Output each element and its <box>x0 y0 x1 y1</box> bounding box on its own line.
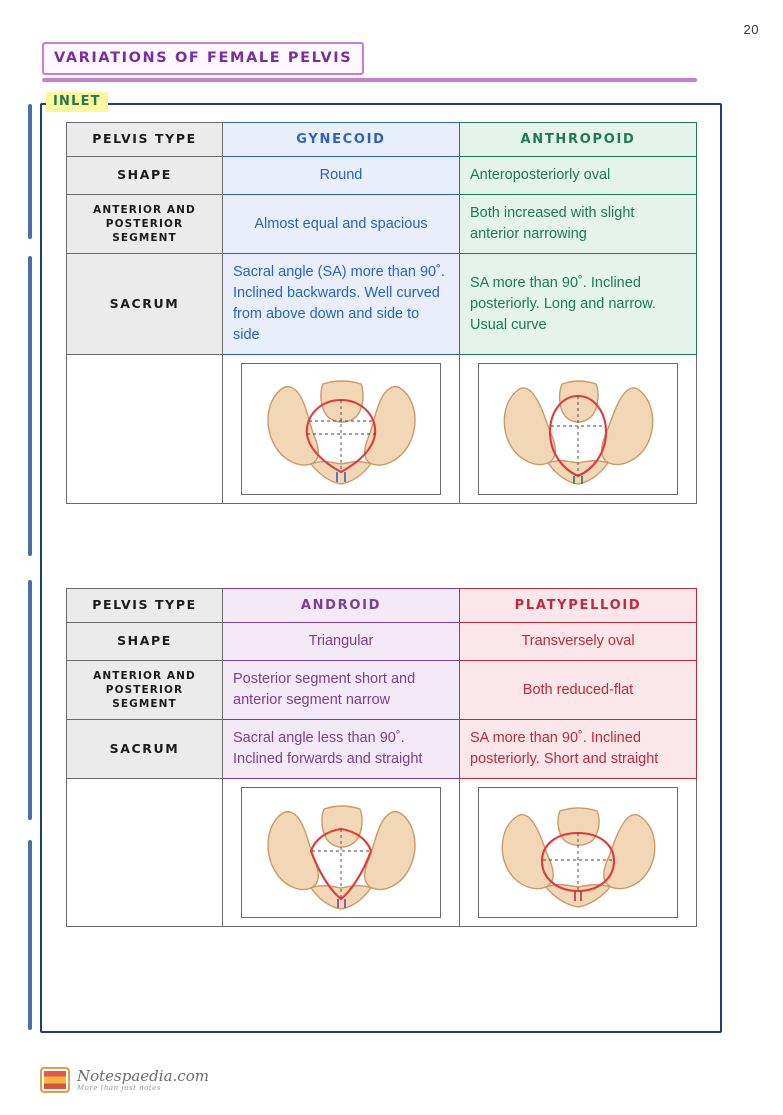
page-spine-mark <box>28 840 32 1030</box>
cell-platypelloid-segment: Both reduced-flat <box>460 660 697 720</box>
table-row <box>67 622 697 660</box>
page-title <box>42 42 364 75</box>
table-row <box>67 589 697 623</box>
table-row <box>67 123 697 157</box>
notespaedia-logo-icon <box>40 1067 70 1093</box>
pelvis-comparison-table-2 <box>66 588 697 927</box>
table-row <box>67 156 697 194</box>
cell-gynecoid-shape: Round <box>223 156 460 194</box>
page-title-box <box>42 42 364 75</box>
anthropoid-pelvis-inlet-diagram <box>478 363 678 495</box>
cell-gynecoid-image <box>223 355 460 504</box>
table-row-images <box>67 779 697 927</box>
page-title-label: VARIATIONS OF FEMALE PELVIS <box>54 50 353 66</box>
cell-android-shape: Triangular <box>223 622 460 660</box>
cell-anthropoid-segment: Both increased with slight anterior narrowing <box>460 194 697 254</box>
table-row <box>67 194 697 254</box>
column-header-anthropoid: ANTHROPOID <box>460 123 697 157</box>
footer-tagline: More than just notes <box>77 1083 161 1092</box>
page-spine-mark <box>28 104 32 239</box>
pelvis-comparison-table-1 <box>66 122 697 504</box>
row-label-segments: ANTERIOR AND POSTERIOR SEGMENT <box>67 660 223 720</box>
column-header-gynecoid: GYNECOID <box>223 123 460 157</box>
cell-android-segment: Posterior segment short and anterior segment narrow <box>223 660 460 720</box>
row-label-sacrum: SACRUM <box>67 720 223 779</box>
cell-anthropoid-sacrum: SA more than 90˚. Inclined posteriorly. Long and narrow. Usual curve <box>460 254 697 355</box>
table-row-images <box>67 355 697 504</box>
page-number: 20 <box>743 22 759 37</box>
gynecoid-pelvis-inlet-diagram <box>241 363 441 495</box>
row-label-pelvis-type: PELVIS TYPE <box>67 123 223 157</box>
table-row <box>67 720 697 779</box>
row-label-sacrum: SACRUM <box>67 254 223 355</box>
cell-android-image <box>223 779 460 927</box>
table-row <box>67 660 697 720</box>
row-label-shape: SHAPE <box>67 156 223 194</box>
platypelloid-pelvis-inlet-diagram <box>478 787 678 918</box>
column-header-android: ANDROID <box>223 589 460 623</box>
cell-empty <box>67 355 223 504</box>
cell-platypelloid-sacrum: SA more than 90˚. Inclined posteriorly. Short and straight <box>460 720 697 779</box>
footer-branding <box>40 1067 209 1093</box>
title-underline <box>42 78 697 82</box>
table-row <box>67 254 697 355</box>
page-spine-mark <box>28 580 32 820</box>
cell-anthropoid-shape: Anteroposteriorly oval <box>460 156 697 194</box>
row-label-shape: SHAPE <box>67 622 223 660</box>
cell-gynecoid-sacrum: Sacral angle (SA) more than 90˚. Inclined backwards. Well curved from above down and side to side <box>223 254 460 355</box>
row-label-pelvis-type: PELVIS TYPE <box>67 589 223 623</box>
column-header-platypelloid: PLATYPELLOID <box>460 589 697 623</box>
section-label-inlet: INLET <box>46 92 108 112</box>
row-label-segments: ANTERIOR AND POSTERIOR SEGMENT <box>67 194 223 254</box>
cell-empty <box>67 779 223 927</box>
page-spine-mark <box>28 256 32 556</box>
footer-brand-label: Notespaedia.com <box>77 1066 209 1085</box>
cell-platypelloid-shape: Transversely oval <box>460 622 697 660</box>
cell-platypelloid-image <box>460 779 697 927</box>
cell-android-sacrum: Sacral angle less than 90˚. Inclined forwards and straight <box>223 720 460 779</box>
android-pelvis-inlet-diagram <box>241 787 441 918</box>
cell-gynecoid-segment: Almost equal and spacious <box>223 194 460 254</box>
cell-anthropoid-image <box>460 355 697 504</box>
